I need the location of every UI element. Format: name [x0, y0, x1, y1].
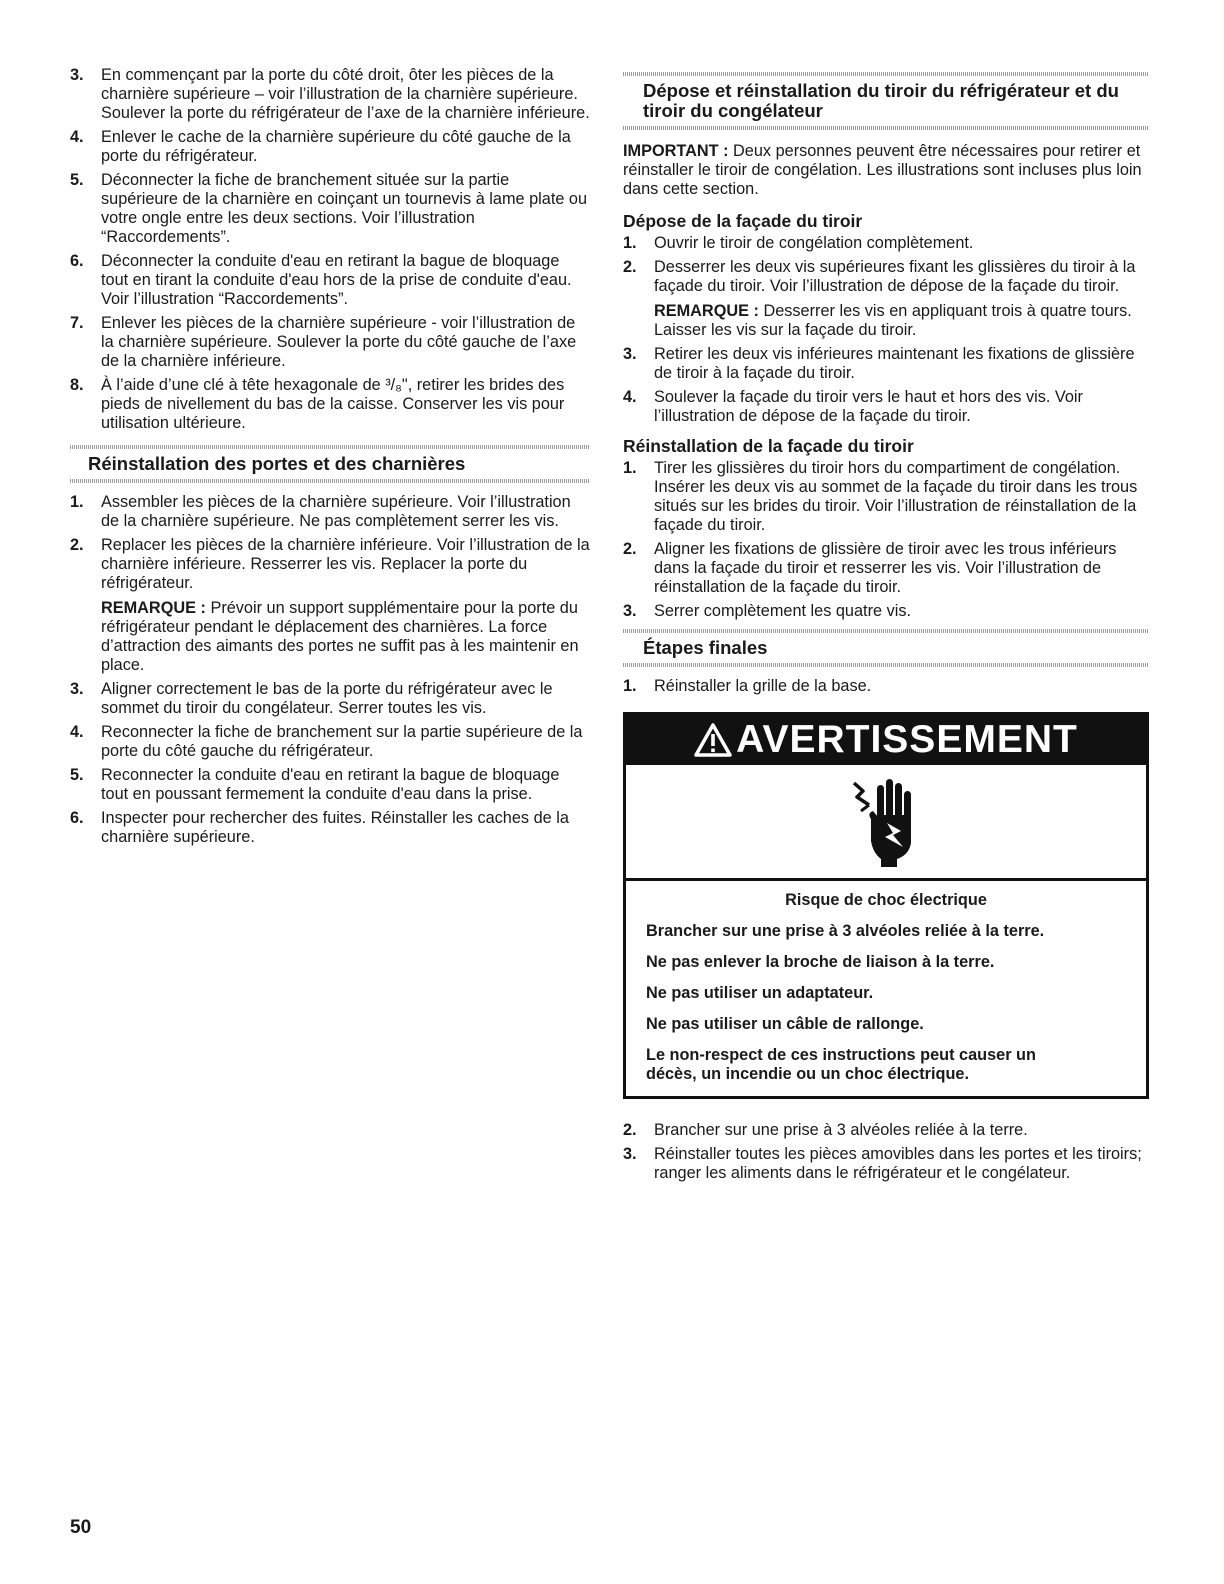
- list-item: 1. Assembler les pièces de la charnière supérieure. Voir l’illustration de la charnière supérieure. Ne pas complètement serrer les vis.: [70, 493, 571, 530]
- list-item: 4. Reconnecter la fiche de branchement sur la partie supérieure de la porte du côté gauche du réfrigérateur.: [70, 723, 583, 760]
- warning-line: Brancher sur une prise à 3 alvéoles reliée à la terre.: [646, 922, 1045, 940]
- list-item: 1. Tirer les glissières du tiroir hors du compartiment de congélation. Insérer les deux vis au sommet de la façade du tiroir dans les trous situés sur les brides du tiroir. Voir l’illustration de réinstallation de la façade du tiroir.: [623, 459, 1138, 534]
- note: REMARQUE : Prévoir un support supplémentaire pour la porte du réfrigérateur pendant le déplacement des charnières. La force d’attraction des aimants des portes ne suffit pas à les maintenir en place.: [101, 599, 579, 674]
- right-column: [623, 72, 1149, 1188]
- subsection-heading: Dépose de la façade du tiroir: [623, 211, 863, 231]
- list-item: 8. À l’aide d’une clé à tête hexagonale de ³/₈", retirer les brides des pieds de nivellement du bas de la caisse. Conserver les vis pour utilisation ultérieure.: [70, 376, 565, 432]
- list-item: 3. En commençant par la porte du côté droit, ôter les pièces de la charnière supérieure – voir l’illustration de la charnière supérieure. Soulever la porte du réfrigérateur de l’axe de la charnière inférieure.: [70, 66, 590, 122]
- list-item: 2. Brancher sur une prise à 3 alvéoles reliée à la terre.: [623, 1121, 1028, 1139]
- list-item: 1. Ouvrir le tiroir de congélation complètement.: [623, 234, 974, 252]
- list-item: 5. Déconnecter la fiche de branchement située sur la partie supérieure de la charnière en coinçant un tournevis à lame plate ou votre ongle entre les deux sections. Voir l’illustration “Raccordements”.: [70, 171, 588, 246]
- reinstall-steps-list: [70, 493, 590, 847]
- important-paragraph: IMPORTANT : Deux personnes peuvent être nécessaires pour retirer et réinstaller le tiroir de congélation. Les illustrations sont incluses plus loin dans cette section.: [623, 142, 1142, 198]
- list-item: 6. Déconnecter la conduite d'eau en retirant la bague de bloquage tout en tirant la conduite d'eau hors de la prise de conduite d'eau. Voir l’illustration “Raccordements”.: [70, 252, 572, 308]
- list-item: 3. Serrer complètement les quatre vis.: [623, 602, 911, 620]
- list-item: 4. Enlever le cache de la charnière supérieure du côté gauche de la porte du réfrigérateur.: [70, 128, 571, 165]
- warning-line: Ne pas utiliser un adaptateur.: [646, 984, 874, 1002]
- list-item: 3. Réinstaller toutes les pièces amovibles dans les portes et les tiroirs; ranger les aliments dans le réfrigérateur et le congélateur.: [623, 1145, 1142, 1182]
- warning-line: Le non-respect de ces instructions peut causer un décès, un incendie ou un choc électrique.: [646, 1046, 1036, 1083]
- list-item: 7. Enlever les pièces de la charnière supérieure - voir l’illustration de la charnière supérieure. Soulever la porte du côté gauche de l’axe de la charnière inférieure.: [70, 314, 577, 370]
- section-heading: Dépose et réinstallation du tiroir du réfrigérateur et du tiroir du congélateur: [643, 80, 1119, 121]
- warning-body: [626, 881, 1146, 1096]
- list-item: 3. Retirer les deux vis inférieures maintenant les fixations de glissière de tiroir à la façade du tiroir.: [623, 345, 1135, 382]
- section-heading: Réinstallation des portes et des charnières: [88, 453, 466, 474]
- list-item: 2. Replacer les pièces de la charnière inférieure. Voir l’illustration de la charnière inférieure. Resserrer les vis. Replacer la porte du réfrigérateur. REMARQUE : Prévoir un support supplémentaire pour la porte du réfrigérateur pendant le déplacement des charnières. La force d’attraction des aimants des portes ne suffit pas à les maintenir en place.: [70, 536, 590, 674]
- top-steps-list: [70, 66, 590, 433]
- section-rule: [623, 72, 1149, 76]
- final-steps-list-continued: [623, 1121, 1149, 1183]
- section-heading: Étapes finales: [643, 637, 768, 658]
- warning-line: Ne pas utiliser un câble de rallonge.: [646, 1015, 924, 1033]
- list-item: 5. Reconnecter la conduite d'eau en retirant la bague de bloquage tout en poussant fermement la conduite d'eau dans la prise.: [70, 766, 560, 803]
- section-rule: [70, 445, 590, 449]
- page-number: 50: [70, 1517, 92, 1538]
- warning-header: [626, 715, 1146, 765]
- list-item: 4. Soulever la façade du tiroir vers le haut et hors des vis. Voir l’illustration de dépose de la façade du tiroir.: [623, 388, 1083, 425]
- note: REMARQUE : Desserrer les vis en appliquant trois à quatre tours. Laisser les vis sur la façade du tiroir.: [654, 302, 1132, 339]
- list-item: 3. Aligner correctement le bas de la porte du réfrigérateur avec le sommet du tiroir du congélateur. Serrer toutes les vis.: [70, 680, 553, 717]
- list-item: 6. Inspecter pour rechercher des fuites. Réinstaller les caches de la charnière supérieure.: [70, 809, 569, 846]
- removal-steps-list: [623, 234, 1149, 426]
- reinstall-front-steps-list: [623, 459, 1149, 621]
- warning-line: Ne pas enlever la broche de liaison à la terre.: [646, 953, 995, 971]
- warning-icon-area: [626, 765, 1146, 881]
- subsection-heading: Réinstallation de la façade du tiroir: [623, 436, 914, 456]
- list-item: 2. Aligner les fixations de glissière de tiroir avec les trous inférieurs dans la façade du tiroir et resserrer les vis. Voir l’illustration de réinstallation de la façade du tiroir.: [623, 540, 1117, 596]
- list-item: 2. Desserrer les deux vis supérieures fixant les glissières du tiroir à la façade du tiroir. Voir l’illustration de dépose de la façade du tiroir. REMARQUE : Desserrer les vis en appliquant trois à quatre tours. Laisser les vis sur la façade du tiroir.: [623, 258, 1149, 340]
- final-steps-list: [623, 677, 1149, 696]
- section-rule: [623, 126, 1149, 130]
- section-rule: [623, 663, 1149, 667]
- warning-triangle-icon: [694, 723, 732, 757]
- list-item: 1. Réinstaller la grille de la base.: [623, 677, 872, 695]
- section-rule: [623, 629, 1149, 633]
- warning-line: Risque de choc électrique: [785, 891, 987, 909]
- warning-box: [623, 712, 1149, 1099]
- left-column: [70, 66, 590, 852]
- section-rule: [70, 479, 590, 483]
- electric-shock-hand-icon: [851, 775, 921, 869]
- warning-title: AVERTISSEMENT: [736, 718, 1078, 761]
